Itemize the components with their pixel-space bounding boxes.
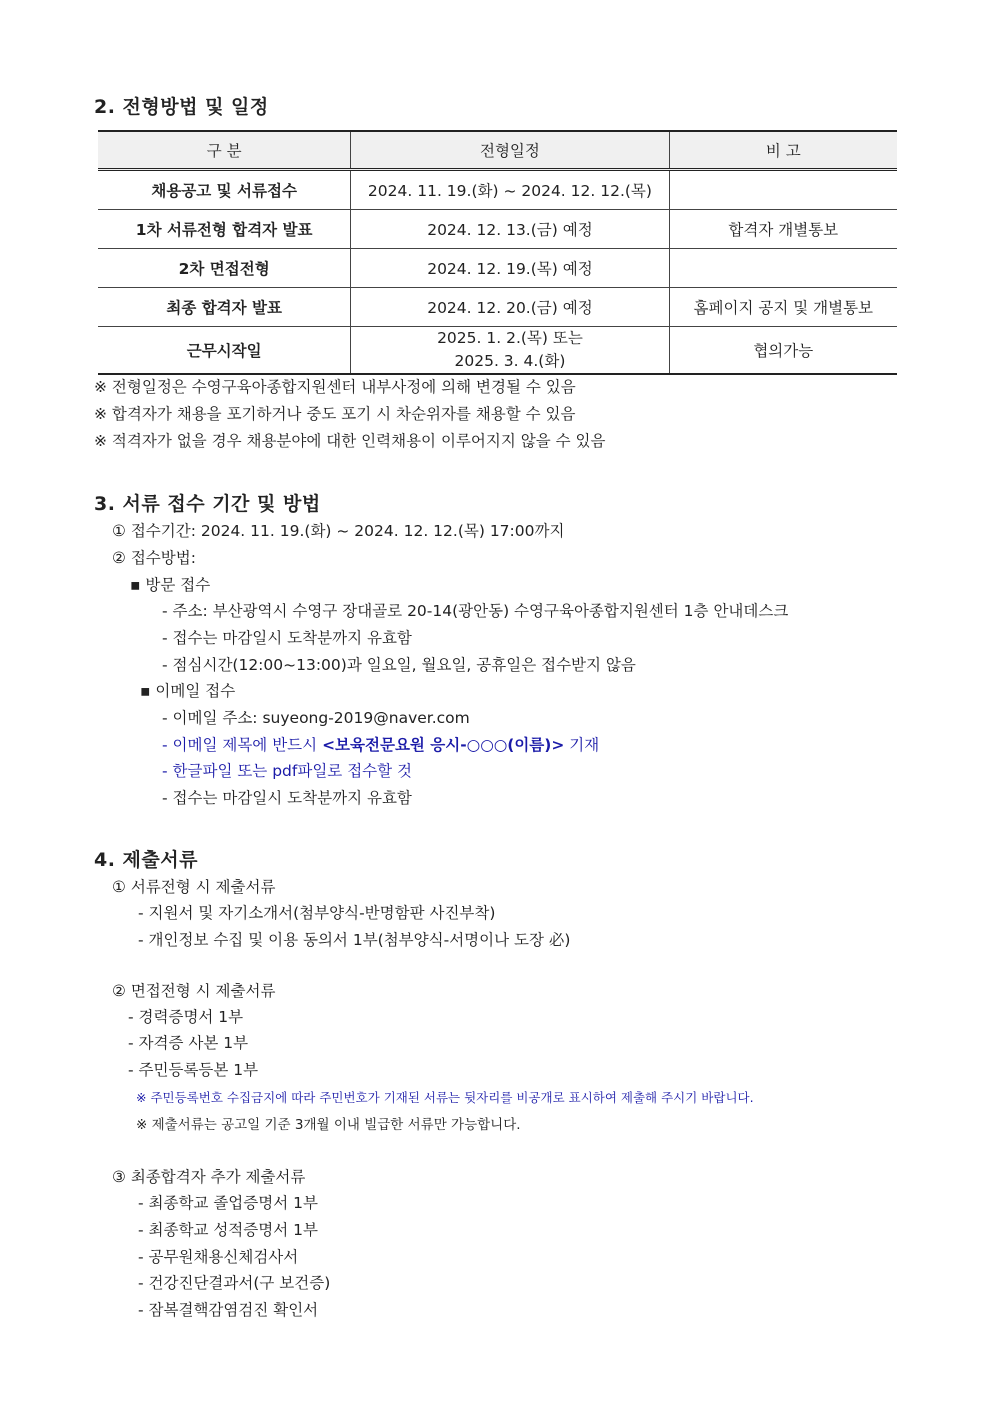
doc2-title: ② 면접전형 시 제출서류 [112, 982, 276, 1000]
schedule-note: ※ 전형일정은 수영구육아종합지원센터 내부사정에 의해 변경될 수 있음 [94, 378, 576, 396]
application-method: ② 접수방법: [112, 549, 196, 567]
visit-title: ▪ 방문 접수 [130, 576, 211, 594]
doc2-note-resident-number: ※ 주민등록번호 수집금지에 따라 주민번호가 기재된 서류는 뒷자리를 비공개로 표시하여 제출해 주시기 바랍니다. [136, 1090, 754, 1105]
application-period: ① 접수기간: 2024. 11. 19.(화) ~ 2024. 12. 12.(목) 17:00까지 [112, 522, 565, 540]
doc1-title: ① 서류전형 시 제출서류 [112, 878, 276, 896]
doc3-title: ③ 최종합격자 추가 제출서류 [112, 1168, 306, 1186]
table-row [98, 327, 897, 375]
row-date: 2024. 11. 19.(화) ~ 2024. 12. 12.(목) [351, 170, 669, 210]
table-row [98, 249, 897, 288]
row-date: 2024. 12. 19.(목) 예정 [351, 249, 669, 288]
row-label: 1차 서류전형 합격자 발표 [98, 210, 351, 249]
row-note: 합격자 개별통보 [669, 210, 897, 249]
doc2-item: - 주민등록등본 1부 [128, 1061, 259, 1079]
row-date-line2: 2025. 3. 4.(화) [454, 352, 566, 370]
row-note [669, 249, 897, 288]
schedule-note: ※ 적격자가 없을 경우 채용분야에 대한 인력채용이 이루어지지 않을 수 있음 [94, 432, 606, 450]
table-row [98, 288, 897, 327]
visit-item: - 점심시간(12:00~13:00)과 일요일, 월요일, 공휴일은 접수받지 않음 [162, 656, 636, 674]
doc2-item: - 경력증명서 1부 [128, 1008, 244, 1026]
header-note: 비 고 [669, 131, 897, 170]
row-note: 홈페이지 공지 및 개별통보 [669, 288, 897, 327]
schedule-table [98, 130, 897, 375]
doc2-note-validity: ※ 제출서류는 공고일 기준 3개월 이내 빌급한 서류만 가능합니다. [136, 1117, 521, 1133]
visit-item: - 접수는 마감일시 도착분까지 유효함 [162, 629, 412, 647]
section-2-title: 2. 전형방법 및 일정 [94, 96, 269, 118]
section-3-title: 3. 서류 접수 기간 및 방법 [94, 493, 321, 515]
doc3-item: - 건강진단결과서(구 보건증) [138, 1274, 331, 1292]
row-note: 협의가능 [669, 327, 897, 375]
doc2-item: - 자격증 사본 1부 [128, 1034, 249, 1052]
doc1-item: - 개인정보 수집 및 이용 동의서 1부(첨부양식-서명이나 도장 必) [138, 931, 571, 949]
doc1-item: - 지원서 및 자기소개서(첨부양식-반명함판 사진부착) [138, 904, 496, 922]
table-header-row [98, 131, 897, 170]
row-label: 최종 합격자 발표 [98, 288, 351, 327]
email-subject-post: 기재 [564, 736, 600, 754]
schedule-note: ※ 합격자가 채용을 포기하거나 중도 포기 시 차순위자를 채용할 수 있음 [94, 405, 576, 423]
row-date [351, 327, 669, 375]
row-label: 채용공고 및 서류접수 [98, 170, 351, 210]
table-row [98, 170, 897, 210]
email-title: ▪ 이메일 접수 [140, 682, 236, 700]
doc3-item: - 최종학교 성적증명서 1부 [138, 1221, 318, 1239]
doc3-item: - 잠복결핵감염검진 확인서 [138, 1301, 319, 1319]
visit-item: - 주소: 부산광역시 수영구 장대골로 20-14(광안동) 수영구육아종합지원센터 1층 안내데스크 [162, 602, 789, 620]
row-note [669, 170, 897, 210]
email-subject-rule [162, 734, 599, 756]
email-subject-pre: - 이메일 제목에 반드시 [162, 736, 323, 754]
row-date: 2024. 12. 13.(금) 예정 [351, 210, 669, 249]
header-schedule: 전형일정 [351, 131, 669, 170]
email-valid: - 접수는 마감일시 도착분까지 유효함 [162, 789, 412, 807]
email-subject-format: <보육전문요원 응시-○○○(이름)> [322, 736, 565, 754]
doc3-item: - 공무원채용신체검사서 [138, 1248, 299, 1266]
email-address: - 이메일 주소: suyeong-2019@naver.com [162, 709, 470, 727]
row-label: 근무시작일 [98, 327, 351, 375]
row-date: 2024. 12. 20.(금) 예정 [351, 288, 669, 327]
header-category: 구 분 [98, 131, 351, 170]
row-label: 2차 면접전형 [98, 249, 351, 288]
email-file-rule: - 한글파일 또는 pdf파일로 접수할 것 [162, 762, 413, 780]
section-4-title: 4. 제출서류 [94, 849, 198, 871]
doc3-item: - 최종학교 졸업증명서 1부 [138, 1194, 318, 1212]
table-row [98, 210, 897, 249]
row-date-line1: 2025. 1. 2.(목) 또는 [437, 329, 583, 347]
